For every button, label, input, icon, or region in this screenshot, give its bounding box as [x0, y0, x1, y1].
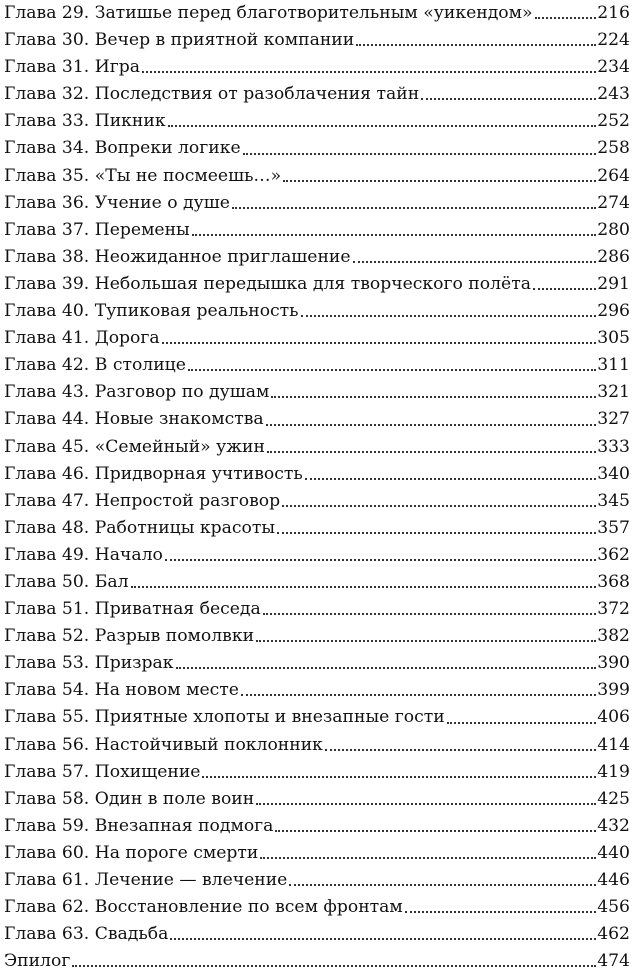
toc-entry: [4, 569, 630, 596]
toc-entry-title: Глава 34. Вопреки логике: [4, 138, 241, 159]
dot-leader: [282, 488, 596, 515]
toc-entry-page-number: 368: [597, 571, 630, 592]
toc-entry-title: Глава 58. Один в поле воин: [4, 788, 255, 809]
dot-leader: [405, 894, 596, 921]
toc-entry: [4, 217, 630, 244]
toc-entry-title: Глава 36. Учение о душе: [4, 192, 230, 213]
toc-entry-page-number: 291: [597, 273, 630, 294]
dot-leader: [277, 515, 596, 542]
toc-entry-page-number: 419: [597, 761, 630, 782]
toc-entry-page-number: 321: [597, 382, 630, 403]
toc-entry-page-number: 345: [597, 490, 630, 511]
dot-leader: [447, 704, 596, 731]
toc-entry-page-number: 296: [597, 301, 630, 322]
toc-entry: [4, 54, 630, 81]
toc-entry: [4, 434, 630, 461]
toc-entry: [4, 867, 630, 894]
toc-entry-title: Глава 50. Бал: [4, 571, 129, 592]
toc-entry-title: Глава 35. «Ты не посмеешь…»: [4, 165, 282, 186]
toc-entry: [4, 244, 630, 271]
toc-entry: [4, 488, 630, 515]
dot-leader: [256, 623, 596, 650]
toc-entry-title: Глава 46. Придворная учтивость: [4, 463, 303, 484]
toc-entry: [4, 948, 630, 975]
dot-leader: [168, 108, 597, 135]
toc-entry: [4, 81, 630, 108]
toc-entry-title: Глава 40. Тупиковая реальность: [4, 301, 299, 322]
toc-entry: [4, 623, 630, 650]
toc-entry-title: Глава 44. Новые знакомства: [4, 409, 264, 430]
toc-entry-page-number: 333: [597, 436, 630, 457]
toc-entry-page-number: 362: [597, 544, 630, 565]
toc-entry: [4, 677, 630, 704]
toc-entry-title: Глава 45. «Семейный» ужин: [4, 436, 265, 457]
dot-leader: [305, 461, 596, 488]
toc-entry-page-number: 327: [597, 409, 630, 430]
toc-entry: [4, 163, 630, 190]
toc-entry: [4, 406, 630, 433]
dot-leader: [142, 54, 596, 81]
toc-entry-page-number: 456: [597, 897, 630, 918]
toc-entry: [4, 786, 630, 813]
toc-entry-page-number: 382: [597, 626, 630, 647]
toc-entry-page-number: 252: [597, 111, 630, 132]
dot-leader: [241, 677, 596, 704]
toc-entry: [4, 352, 630, 379]
dot-leader: [243, 135, 597, 162]
toc-entry: [4, 515, 630, 542]
toc-entry: [4, 325, 630, 352]
dot-leader: [72, 948, 596, 975]
dot-leader: [192, 217, 596, 244]
toc-entry-title: Глава 29. Затишье перед благотворительным «уикендом»: [4, 3, 533, 23]
toc-entry-title: Глава 30. Вечер в приятной компании: [4, 30, 355, 51]
toc-entry-title: Глава 60. На пороге смерти: [4, 842, 259, 863]
toc-entry-page-number: 357: [597, 517, 630, 538]
toc-entry-title: Глава 42. В столице: [4, 355, 186, 376]
toc-entry-page-number: 224: [597, 30, 630, 51]
toc-entry-page-number: 399: [597, 680, 630, 701]
toc-entry: [4, 27, 630, 54]
toc-entry-title: Глава 31. Игра: [4, 57, 140, 78]
toc-entry: [4, 840, 630, 867]
toc-entry-title: Глава 49. Начало: [4, 544, 163, 565]
toc-entry-title: Глава 48. Работницы красоты: [4, 517, 276, 538]
toc-entry-page-number: 340: [597, 463, 630, 484]
toc-entry: [4, 921, 630, 948]
toc-entry-title: Глава 62. Восстановление по всем фронтам: [4, 897, 403, 918]
toc-entry-page-number: 311: [597, 355, 630, 376]
toc-entry-title: Глава 53. Призрак: [4, 653, 174, 674]
toc-entry: [4, 596, 630, 623]
dot-leader: [325, 732, 596, 759]
toc-entry-title: Глава 47. Непростой разговор: [4, 490, 281, 511]
toc-entry-title: Глава 61. Лечение — влечение: [4, 870, 288, 890]
toc-entry: [4, 298, 630, 325]
toc-entry-page-number: 474: [597, 951, 630, 972]
dot-leader: [271, 379, 596, 406]
toc-entry-page-number: 305: [597, 328, 630, 349]
dot-leader: [301, 298, 597, 325]
toc-entry: [4, 759, 630, 786]
toc-entry-title: Глава 38. Неожиданное приглашение: [4, 246, 351, 267]
toc-entry-page-number: 243: [597, 84, 630, 105]
toc-entry-page-number: 425: [597, 788, 630, 809]
dot-leader: [176, 650, 597, 677]
dot-leader: [165, 542, 596, 569]
dot-leader: [260, 840, 596, 867]
toc-entry-title: Глава 54. На новом месте: [4, 680, 239, 701]
toc-entry-title: Глава 41. Дорога: [4, 328, 160, 349]
dot-leader: [131, 569, 597, 596]
toc-entry: [4, 542, 630, 569]
toc-entry-page-number: 258: [597, 138, 630, 159]
toc-entry: [4, 190, 630, 217]
toc-entry-page-number: 274: [597, 192, 630, 213]
toc-entry: [4, 813, 630, 840]
toc-entry: [4, 650, 630, 677]
dot-leader: [256, 786, 596, 813]
toc-entry: [4, 379, 630, 406]
toc-entry: [4, 0, 630, 27]
toc-entry: [4, 271, 630, 298]
toc-entry-title: Глава 52. Разрыв помолвки: [4, 626, 255, 647]
toc-entry-page-number: 390: [597, 653, 630, 674]
toc-entry-title: Глава 32. Последствия от разоблачения тайн: [4, 84, 420, 105]
toc-entry-page-number: 414: [597, 734, 630, 755]
dot-leader: [283, 163, 596, 190]
toc-entry: [4, 108, 630, 135]
toc-entry-title: Глава 43. Разговор по душам: [4, 382, 270, 403]
toc-entry-page-number: 432: [597, 815, 630, 836]
dot-leader: [162, 325, 597, 352]
dot-leader: [263, 596, 596, 623]
toc-entry: [4, 732, 630, 759]
dot-leader: [356, 27, 596, 54]
toc-entry: [4, 135, 630, 162]
toc-entry-title: Глава 51. Приватная беседа: [4, 599, 261, 620]
toc-entry-page-number: 406: [597, 707, 630, 728]
dot-leader: [232, 190, 596, 217]
toc-entry-title: Глава 57. Похищение: [4, 761, 201, 782]
toc-entry-title: Глава 59. Внезапная подмога: [4, 815, 274, 836]
toc-entry-page-number: 280: [597, 219, 630, 240]
dot-leader: [421, 81, 596, 108]
dot-leader: [267, 434, 596, 461]
toc-entry-title: Глава 39. Небольшая передышка для творческого полёта: [4, 273, 531, 294]
toc-entry: [4, 894, 630, 921]
toc-entry-title: Глава 33. Пикник: [4, 111, 166, 132]
toc-entry-page-number: 216: [597, 3, 630, 23]
toc-entry-title: Глава 37. Перемены: [4, 219, 190, 240]
toc-entry-page-number: 264: [597, 165, 630, 186]
dot-leader: [533, 271, 596, 298]
toc-entry-page-number: 286: [597, 246, 630, 267]
toc-entry: [4, 704, 630, 731]
toc-entry-title: Глава 56. Настойчивый поклонник: [4, 734, 323, 755]
toc-entry: [4, 461, 630, 488]
dot-leader: [170, 921, 596, 948]
table-of-contents: [4, 0, 630, 975]
dot-leader: [535, 0, 597, 27]
dot-leader: [275, 813, 596, 840]
dot-leader: [289, 867, 596, 894]
toc-entry-page-number: 446: [597, 870, 630, 890]
dot-leader: [188, 352, 596, 379]
toc-entry-title: Глава 63. Свадьба: [4, 924, 169, 945]
toc-entry-page-number: 234: [597, 57, 630, 78]
dot-leader: [266, 406, 597, 433]
dot-leader: [202, 759, 596, 786]
toc-entry-title: Глава 55. Приятные хлопоты и внезапные гости: [4, 707, 445, 728]
toc-entry-page-number: 462: [597, 924, 630, 945]
toc-entry-page-number: 372: [597, 599, 630, 620]
dot-leader: [353, 244, 597, 271]
toc-entry-title: Эпилог: [4, 951, 71, 972]
toc-entry-page-number: 440: [597, 842, 630, 863]
